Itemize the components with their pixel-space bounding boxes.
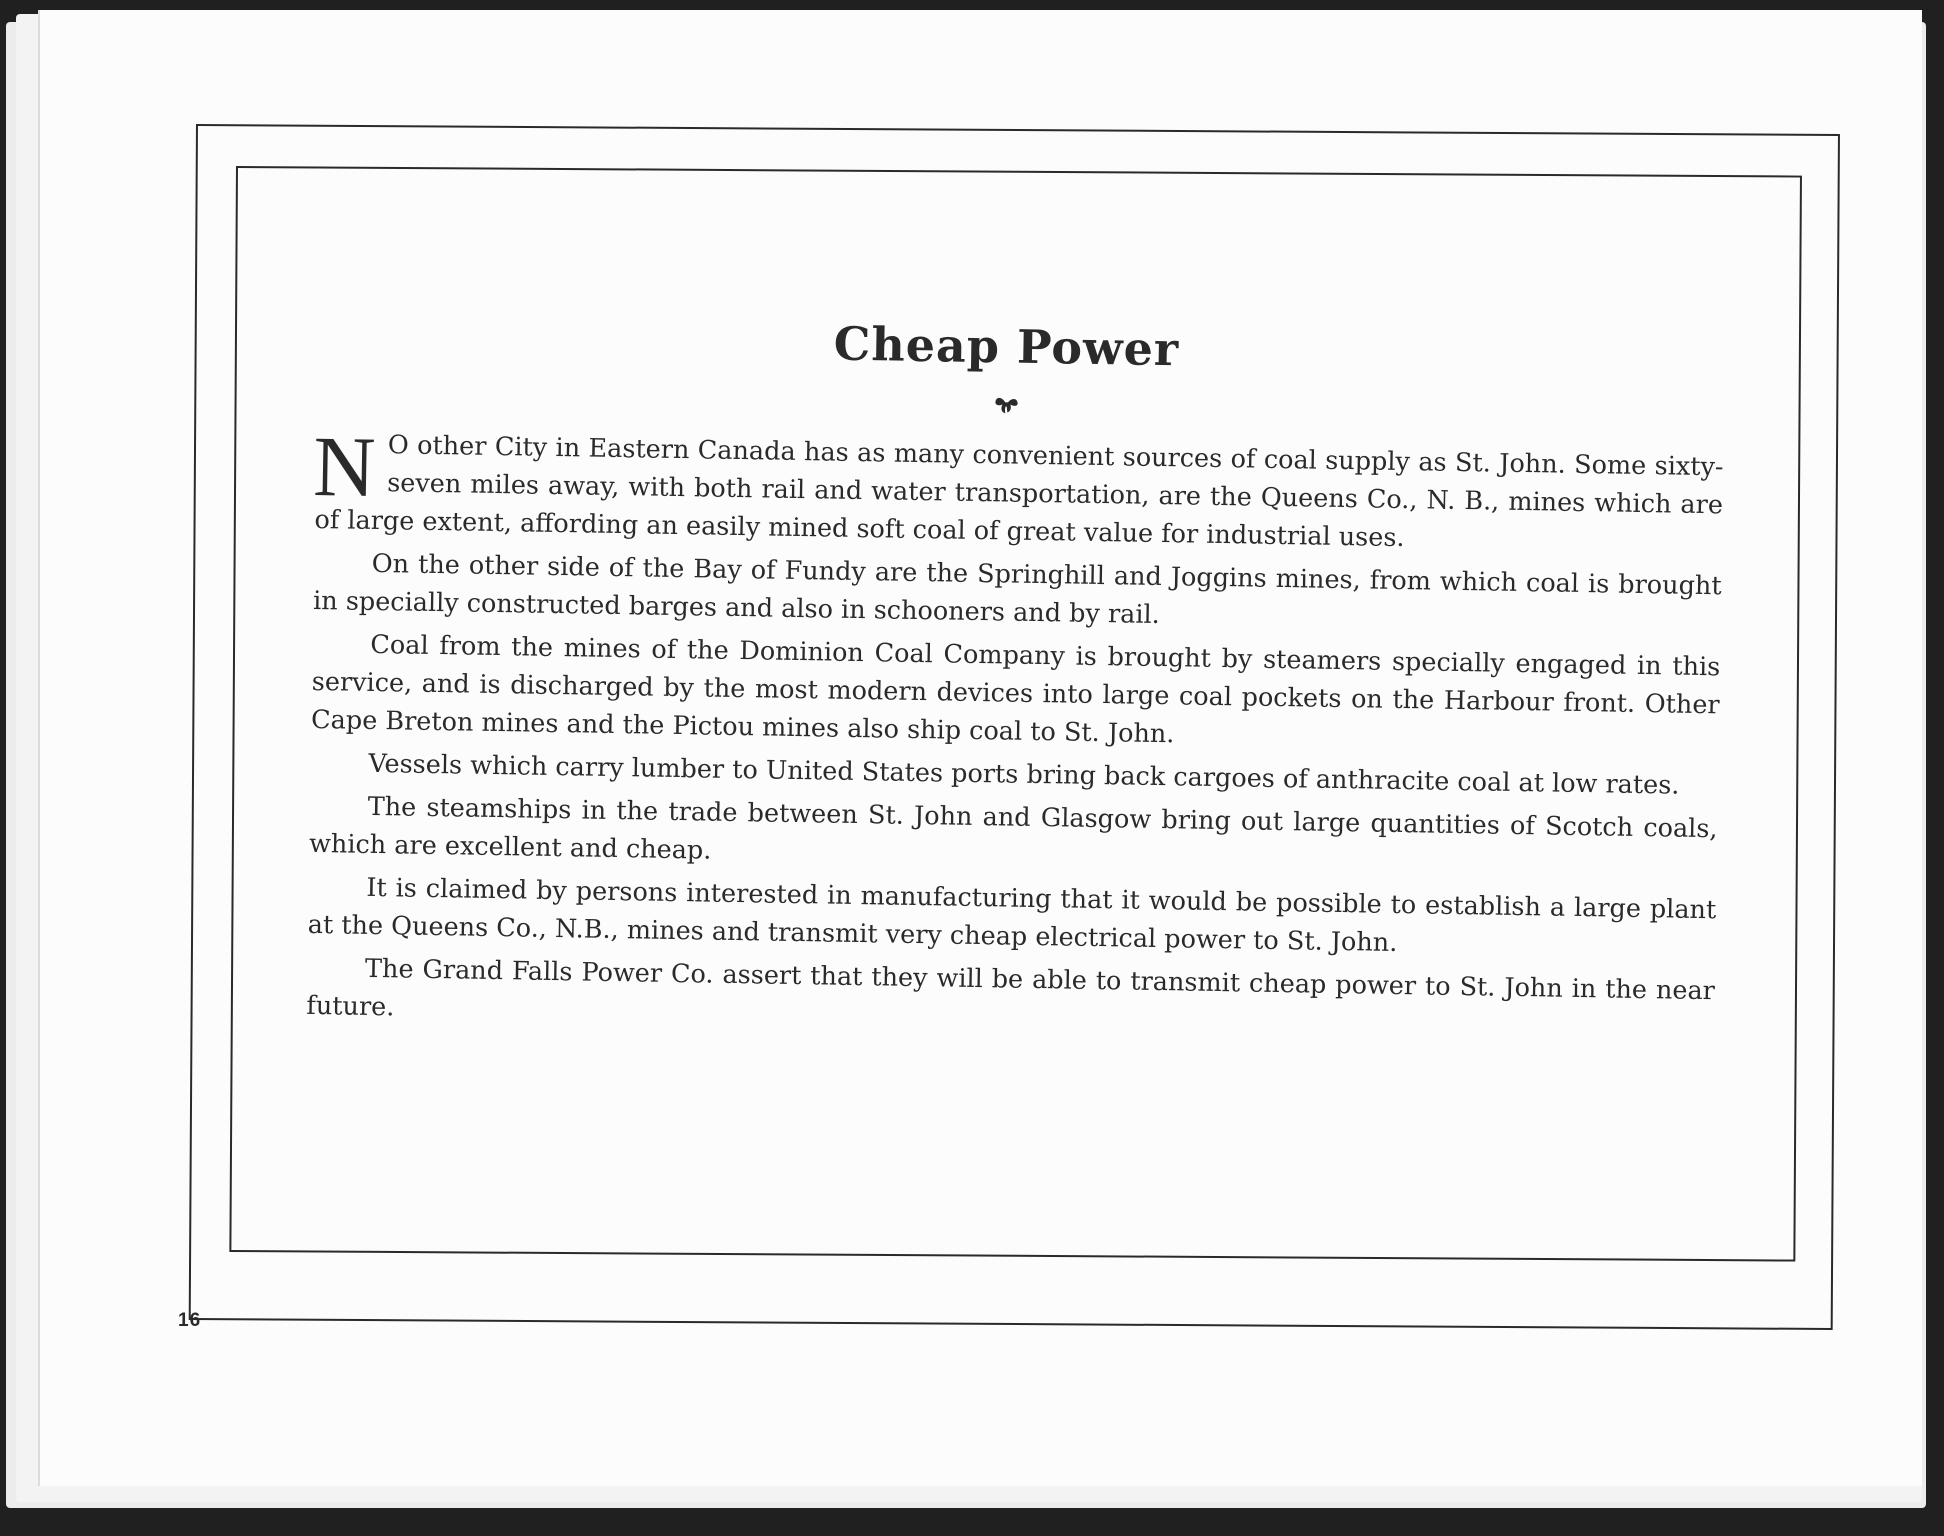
article-body bbox=[306, 418, 1724, 1048]
page-number: 16 bbox=[178, 1310, 202, 1331]
page-content bbox=[306, 308, 1726, 1053]
drop-cap: N bbox=[312, 418, 377, 516]
paragraph-7: The Grand Falls Power Co. assert that they will be able to transmit cheap power to St. John in the near future. bbox=[306, 954, 1716, 1023]
paragraph-2: On the other side of the Bay of Fundy are the Springhill and Joggins mines, from which coal is brought in specially constructed barges and also in schooners and by rail. bbox=[312, 549, 1722, 631]
page-title: Cheap Power bbox=[833, 316, 1180, 377]
fleuron-icon bbox=[992, 392, 1020, 416]
paragraph-4: Vessels which carry lumber to United States ports bring back cargoes of anthracite coal at low rates. bbox=[368, 749, 1680, 801]
paragraph-3: Coal from the mines of the Dominion Coal Company is brought by steamers specially engaged in this service, and is discharged by the most modern devices into large coal pockets on the Harbour front. Other Cape Breton mines and the Pictou mines also ship coal to St. John. bbox=[310, 630, 1721, 750]
paragraph-1 bbox=[312, 418, 1724, 562]
paragraph-6: It is claimed by persons interested in manufacturing that it would be possible to establish a large plant at the Queens Co., N.B., mines and transmit very cheap electrical power to St. John. bbox=[307, 873, 1717, 959]
paragraph-5: The steamships in the trade between St. John and Glasgow bring out large quantities of Scotch coals, which are excellent and cheap. bbox=[308, 792, 1718, 866]
paragraph-1-text: O other City in Eastern Canada has as many convenient sources of coal supply as St. John. Some sixty-seven miles away, with both rail and water transportation, are the Queens Co., N. B., mines which are of large extent, affording an easily mined soft coal of great value for industrial uses. bbox=[314, 430, 1724, 554]
